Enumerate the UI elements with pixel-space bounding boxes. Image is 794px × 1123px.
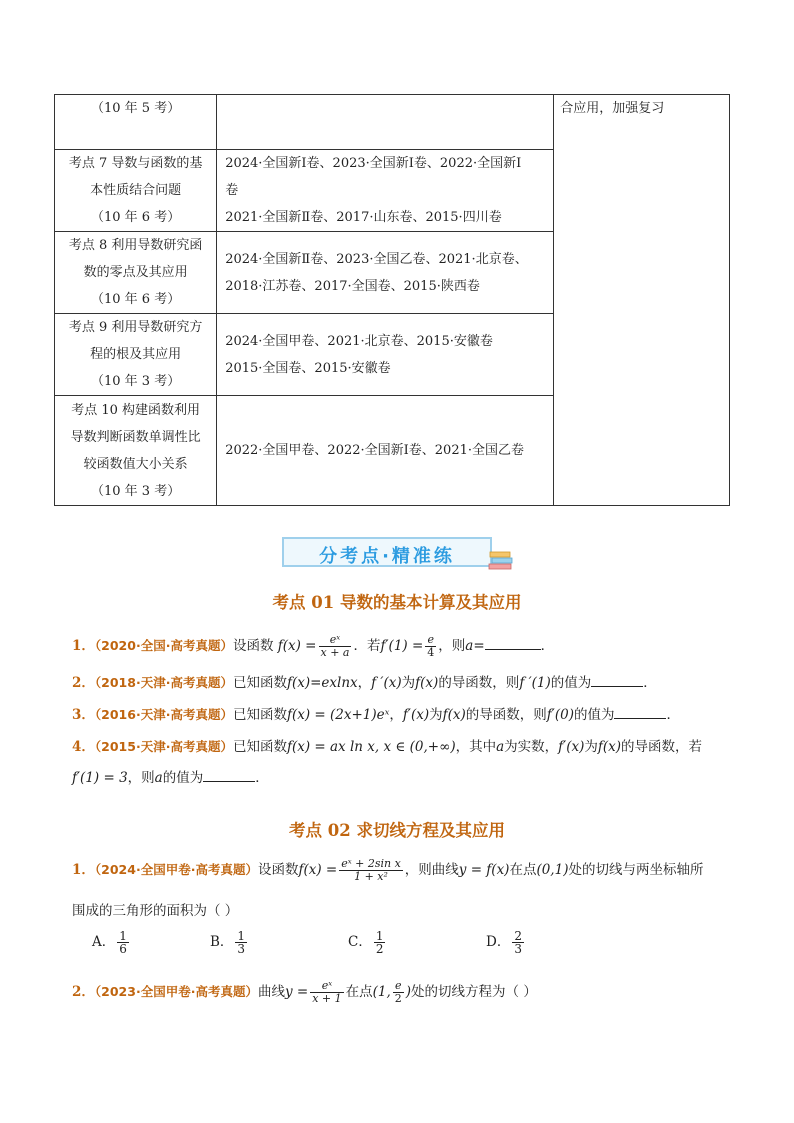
question-text: 为 [401, 675, 416, 691]
fraction [393, 980, 404, 1005]
numerator: 1 [119, 929, 127, 943]
question-text: 的值为 [550, 675, 592, 691]
numerator: eˣ [310, 980, 343, 993]
question-source: （2020·全国·高考真题） [94, 638, 233, 653]
cell-text: 2021·全国新Ⅱ卷、2017·山东卷、2015·四川卷 [225, 210, 502, 225]
cell-text: 数的零点及其应用 [83, 265, 188, 280]
cell-text: 2024·全国甲卷、2021·北京卷、2015·安徽卷 [225, 333, 493, 349]
section-title: 考点 01 导数的基本计算及其应用 [272, 593, 522, 612]
cell-text: 考点 9 利用导数研究方 [68, 320, 203, 335]
answer-blank[interactable] [614, 706, 666, 719]
question-text: ． [255, 770, 269, 786]
denominator: 4 [427, 646, 435, 659]
math-expression: f(x) [415, 675, 439, 691]
math-expression: f′(0) [546, 707, 574, 723]
math-expression: f(x)=exlnx [286, 675, 358, 691]
books-icon [488, 549, 514, 573]
question-text: ，则 [438, 638, 466, 654]
option-label: D． [486, 934, 511, 950]
question-source: （2023·全国甲卷·高考真题） [94, 984, 258, 999]
question-text: ，则曲线 [404, 862, 459, 878]
option-label: C． [348, 934, 372, 950]
question-number: 2． [72, 675, 95, 691]
cell-text: 2018·江苏卷、2017·全国卷、2015·陕西卷 [225, 278, 480, 294]
question-2-1 [72, 858, 703, 883]
option-b[interactable] [210, 930, 249, 955]
question-source: （2024·全国甲卷·高考真题） [94, 862, 258, 877]
banner-title: 分考点·精准练 [319, 546, 455, 567]
question-text: 设函数 [232, 638, 274, 654]
question-text: 已知函数 [232, 707, 287, 723]
option-d[interactable] [486, 930, 526, 955]
option-c[interactable] [348, 930, 387, 955]
math-expression: f′(1) = [380, 638, 424, 654]
question-text: ， [389, 707, 403, 723]
fraction [512, 930, 524, 955]
denominator: 1 + x² [354, 870, 388, 883]
question-text: 处的切线与两坐标轴所 [568, 862, 704, 878]
question-text: 的值为 [162, 770, 204, 786]
fraction [339, 858, 403, 883]
question-text: 在点 [345, 984, 373, 1000]
question-text: 在点 [509, 862, 537, 878]
answer-blank[interactable] [485, 637, 541, 650]
math-expression: f(x) = [277, 638, 317, 654]
fraction [235, 930, 247, 955]
fraction [425, 634, 436, 659]
section-title: 考点 02 求切线方程及其应用 [289, 821, 505, 840]
question-text: ， [357, 675, 372, 691]
option-label: B． [210, 934, 234, 950]
question-text: 的导函数，则 [438, 675, 520, 691]
denominator: 3 [514, 942, 522, 956]
numerator: 1 [237, 929, 246, 943]
math-expression: f(x) [442, 707, 466, 723]
numerator: eˣ + 2sin x [341, 857, 401, 870]
question-text: 为 [584, 739, 598, 755]
denominator: 2 [375, 942, 384, 956]
math-expression: f′(x) [402, 707, 430, 723]
cell-text: 合应用，加强复习 [560, 101, 665, 116]
math-expression: ) [405, 984, 412, 1000]
cell-text: 程的根及其应用 [90, 347, 182, 362]
math-expression: f′(1) = 3 [72, 770, 128, 786]
cell-text: 考点 10 构建函数利用 [71, 402, 200, 418]
question-source: （2016·天津·高考真题） [94, 707, 233, 722]
cell-text: 卷 [225, 183, 239, 198]
question-text: 已知函数 [232, 739, 287, 755]
math-expression: f(x) = ax ln x, x ∈ (0,+∞) [286, 739, 456, 755]
table-cell [217, 150, 554, 232]
math-expression: (0,1) [536, 862, 569, 878]
question-text: ，其中 [455, 739, 497, 755]
cell-text: （10 年 5 考） [90, 101, 181, 116]
cell-text: 考点 8 利用导数研究函 [68, 238, 203, 253]
math-expression: a [496, 739, 505, 755]
question-1-1 [72, 634, 554, 659]
table-cell [55, 150, 217, 232]
math-expression: a [465, 638, 474, 654]
question-text: 处的切线方程为（ ） [411, 984, 537, 1000]
cell-text: （10 年 6 考） [90, 292, 181, 307]
cell-text: 2024·全国新Ⅰ卷、2023·全国新Ⅰ卷、2022·全国新Ⅰ [225, 156, 522, 171]
math-expression: y = f(x) [458, 862, 510, 878]
math-expression: a [154, 770, 163, 786]
math-expression: f(x) = [298, 862, 338, 878]
question-1-2 [72, 671, 657, 691]
math-expression: f(x) = (2x+1)eˣ [286, 707, 390, 723]
fraction [319, 634, 352, 659]
cell-text: 考点 7 导数与函数的基 [68, 156, 203, 171]
answer-blank[interactable] [591, 674, 643, 687]
cell-text: （10 年 6 考） [90, 210, 181, 225]
table-cell [217, 95, 554, 150]
denominator: x + 1 [312, 992, 342, 1005]
cell-text: 较函数值大小关系 [83, 456, 188, 472]
question-text: ． [666, 707, 680, 723]
denominator: 2 [394, 992, 402, 1005]
option-a[interactable] [92, 930, 131, 955]
question-text: ．若 [353, 638, 381, 654]
question-text: 曲线 [257, 984, 285, 1000]
option-label: A． [92, 934, 116, 950]
math-expression: (1, [372, 984, 391, 1000]
fraction [310, 980, 343, 1005]
question-1-3 [72, 703, 680, 723]
question-number: 4． [72, 739, 95, 755]
question-text: 的导函数，若 [621, 739, 703, 755]
question-number: 1． [72, 638, 95, 654]
denominator: x + a [320, 646, 350, 659]
question-text: 为 [429, 707, 443, 723]
question-text: 的值为 [573, 707, 615, 723]
table-row [55, 95, 730, 150]
math-expression: f(x) [597, 739, 622, 755]
cell-text: 2015·全国卷、2015·安徽卷 [225, 360, 391, 376]
math-expression: y = [284, 984, 309, 1000]
table-cell [217, 232, 554, 314]
question-text: 已知函数 [232, 675, 287, 691]
question-text: ． [540, 638, 555, 654]
fraction [374, 930, 386, 955]
cell-text: 2024·全国新Ⅱ卷、2023·全国乙卷、2021·北京卷、 [225, 251, 528, 267]
question-source: （2015·天津·高考真题） [94, 739, 233, 754]
question-number: 1． [72, 862, 95, 878]
table-cell [217, 396, 554, 506]
question-1-4 [72, 735, 702, 755]
math-expression: f ′(1) [519, 675, 551, 691]
numerator: e [393, 980, 404, 993]
question-number: 3． [72, 707, 95, 723]
exam-point-table [54, 94, 730, 506]
table-cell [55, 314, 217, 396]
section-banner [282, 537, 492, 567]
cell-text: 本性质结合问题 [90, 183, 182, 198]
numerator: 1 [375, 929, 384, 943]
question-2-1-line2: 围成的三角形的面积为（ ） [72, 903, 239, 919]
question-source: （2018·天津·高考真题） [94, 675, 233, 690]
math-expression: f′(x) [558, 739, 585, 755]
question-text: 设函数 [257, 862, 299, 878]
question-1-4-line2 [72, 766, 269, 786]
question-number: 2． [72, 984, 95, 1000]
table-cell [55, 396, 217, 506]
question-2-2 [72, 980, 537, 1005]
table-cell [55, 95, 217, 150]
numerator: eˣ [319, 634, 352, 647]
question-text: 的导函数，则 [465, 707, 547, 723]
table-cell [217, 314, 554, 396]
denominator: 3 [237, 942, 246, 956]
table-cell [554, 95, 730, 506]
cell-text: （10 年 3 考） [90, 483, 181, 499]
answer-blank[interactable] [203, 769, 255, 782]
table-cell [55, 232, 217, 314]
cell-text: 2022·全国甲卷、2022·全国新Ⅰ卷、2021·全国乙卷 [225, 443, 524, 458]
math-expression: f ′(x) [371, 675, 402, 691]
fraction [117, 930, 129, 955]
numerator: 2 [514, 929, 522, 943]
numerator: e [425, 634, 436, 647]
denominator: 6 [119, 942, 127, 956]
question-text: 为实数， [504, 739, 559, 755]
question-text: = [473, 638, 485, 654]
question-text: ． [643, 675, 657, 691]
cell-text: （10 年 3 考） [90, 374, 181, 389]
question-text: ，则 [127, 770, 155, 786]
cell-text: 导数判断函数单调性比 [70, 429, 201, 445]
